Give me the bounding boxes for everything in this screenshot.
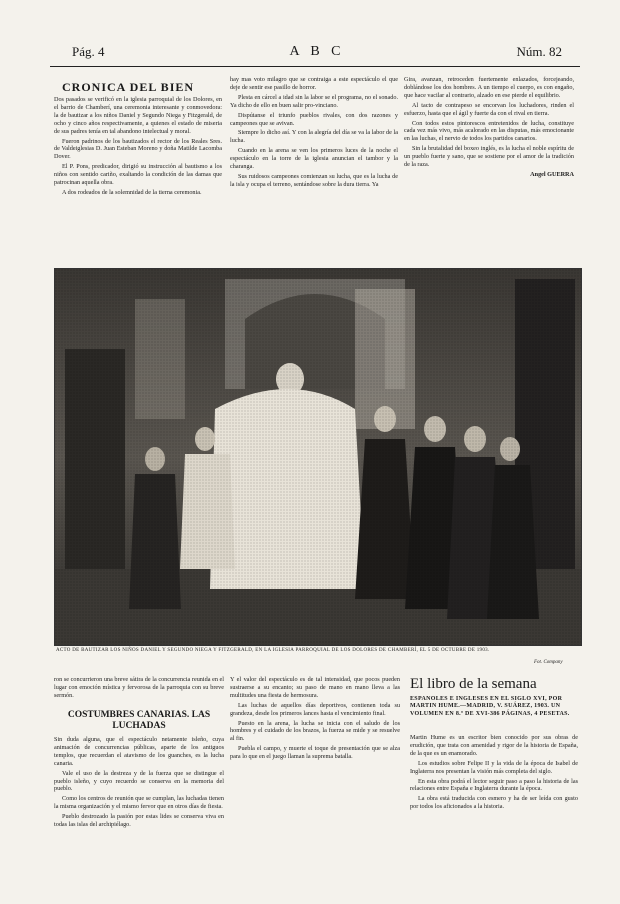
paragraph: Cuando en la arena se ven los primeros luces de la noche el espectáculo en la torre de la iglesia anuncian el tambor y la charanga. <box>230 147 398 171</box>
paragraph: En esta obra podrá el lector seguir paso a paso la historia de las relaciones entre España e Inglaterra durante la época. <box>410 777 578 793</box>
paragraph: Como los centros de reunión que se cumplan, las luchadas tienen la misma organización y el mismo fervor que en otros días de fiesta. <box>54 795 224 811</box>
issue-number: Núm. 82 <box>516 44 562 59</box>
paragraph: hay mas voto milagro que se contraiga a este espectáculo el que deje de sentir ese pasillo de horror. <box>230 76 398 91</box>
photo-illustration <box>55 269 581 645</box>
paragraph: Puesto en la arena, la lucha se inicia con el saludo de los hombres y el cuidado de los brazos, la fuerza se mide y se resuelve al fin. <box>230 719 400 743</box>
page-header <box>72 44 562 64</box>
baptism-photograph <box>54 268 582 646</box>
paragraph: Con todos estos pintorescos entretenidos de lucha, constituye cada vez más vivo, más acalorado en las disputas, más emocionante en las luchas, el nervio de todos los partidos canarios. <box>404 119 574 143</box>
article-luchas-body-right <box>404 76 574 264</box>
paragraph: Al tacto de contrapeso se encorvan los luchadores, rinden el esfuerzo, hasta que el ágil y fuerte da con el rival en tierra. <box>404 101 574 117</box>
article-libro-body <box>410 734 578 886</box>
paragraph: Y el valor del espectáculo es de tal intensidad, que pocos pueden sustraerse a su encanto; su paso de mano en mano lleva a las multitudes una fiesta de hermosura. <box>230 676 400 699</box>
paragraph: La obra está traducida con esmero y ha de ser leída con gusto por todos los aficionados a la historia. <box>410 795 578 811</box>
paragraph: Sin la brutalidad del boxeo inglés, es la lucha el noble espíritu de un pueblo fuerte y sano, que se sostiene por el amor de la tradición de la raza. <box>404 145 574 169</box>
paragraph: Puebla el campo, y muerte el toque de presentación que se alza para lo que en el juego llaman la suprema batalla. <box>230 745 400 761</box>
article-title-costumbres: COSTUMBRES CANARIAS. LAS LUCHADAS <box>67 710 211 731</box>
paragraph: Martin Hume es un escritor bien conocido por sus obras de erudición, que trata con amenidad y rigor de la historia de España, de la que es un enamorado. <box>410 734 578 757</box>
paragraph: Gira, avanzan, retroceden fuertemente enlazados, forcejeando, doblándose los dos hombres. A un tiempo el cuerpo, es con engaño, que hace vacilar al contrario, alzado en ese pierde el equilibrio. <box>404 76 574 99</box>
page-number: Pág. 4 <box>72 44 105 59</box>
paragraph: Sin duda alguna, que el espectáculo netamente isleño, cuya animación de concurrencias públicas, aparte de los antiguos templos, que recuerdan el atavismo de los guanches, es la lucha canaria. <box>54 736 224 767</box>
photo-caption: ACTO DE BAUTIZAR LOS NIÑOS DANIEL Y SEGUNDO NIEGA Y FITZGERALD, EN LA IGLESIA PARROQUIAL DE LOS DOLORES DE CHAMBERÍ, EL 5 DE OCTUBRE DE 1903. <box>56 648 490 653</box>
photo-credit: Fot. Company <box>534 660 563 665</box>
paragraph: A dos rodeados de la solemnidad de la tierna ceremonia. <box>62 188 202 196</box>
paragraph: Siempre lo dicho así. Y con la alegría del día se va la labor de la lucha. <box>230 129 398 145</box>
paragraph: Pueblo destrozado la pasión por estas lides se conserva viva en todas las islas del archipiélago. <box>54 813 224 829</box>
header-rule <box>50 66 580 67</box>
article-title-cronica: CRONICA DEL BIEN <box>62 80 195 94</box>
article-cronica-continued <box>54 676 224 702</box>
masthead-title: A B C <box>289 44 345 59</box>
paragraph: ron se concurrieron una breve sátira de la concurrencia reunida en el lugar con emoción mística y fervorosa de la parroquia con su breve sermón. <box>54 676 224 699</box>
book-subtitle: ESPAÑOLES E INGLESES EN EL SIGLO XVI, POR MARTIN HUME.—MADRID, V. SUÁREZ, 1903. UN VOLUMEN EN 8.º DE XVI-386 PÁGINAS, 4 PESETAS. <box>410 696 570 717</box>
article-luchas-body-bottom <box>230 676 400 886</box>
paragraph: Plesta en cárcel a idad sin la labor se el programa, no el sonado. Ya dicho de ello en buen salir pro-vinciano. <box>230 93 398 109</box>
paragraph: Los estudios sobre Felipe II y la vida de la época de Isabel de Inglaterra nos presentan la visión más completa del siglo. <box>410 759 578 775</box>
paragraph: Dispútanse el triunfo pueblos rivales, con dos razones y campeones que se avivan. <box>230 111 398 127</box>
paragraph: El P. Pons, predicador, dirigió su instrucción al bautismo a los niños con sentido cariño, exaltando la condición de las damas que patrocinan aquella obra. <box>54 163 222 187</box>
paragraph: Sus ruidosos campeones comienzan su lucha, que es la lucha de la isla y ocupa el terreno, sentándose sobre la dura tierra. Ya <box>230 172 398 188</box>
paragraph: Fueron padrinos de los bautizados el rector de los Reales Sres. de Valdeiglesias D. Juan Esteban Moreno y doña Matilde Lacomba Dover. <box>54 137 222 161</box>
article-costumbres-body <box>54 736 224 886</box>
article-luchas-body-top <box>230 76 398 264</box>
paragraph: Las luchas de aquellos días deportivos, contienen toda su grandeza, desde los primeros lances hasta el vencimiento final. <box>230 701 400 717</box>
paragraph: Dos pasados se verificó en la iglesia parroquial de los Dolores, en el barrio de Chamberí, una ceremonia interesante y conmovedora: la de bautizar a los niños Daniel y Segundo Niega y Fitzgerald, de ocho y cinco años respectivamente, a quienes el estado de miseria de sus padres tenía en tal abandono intelectual y moral. <box>54 96 222 135</box>
paragraph: Vale el uso de la destreza y de la fuerza que se distingue el pueblo isleño, y cuyo recuerdo se conserva en la memoria del pueblo. <box>54 769 224 793</box>
author-signature: Angel GUERRA <box>530 170 574 178</box>
article-cronica-body <box>54 96 222 264</box>
article-title-libro: El libro de la semana <box>410 676 537 692</box>
